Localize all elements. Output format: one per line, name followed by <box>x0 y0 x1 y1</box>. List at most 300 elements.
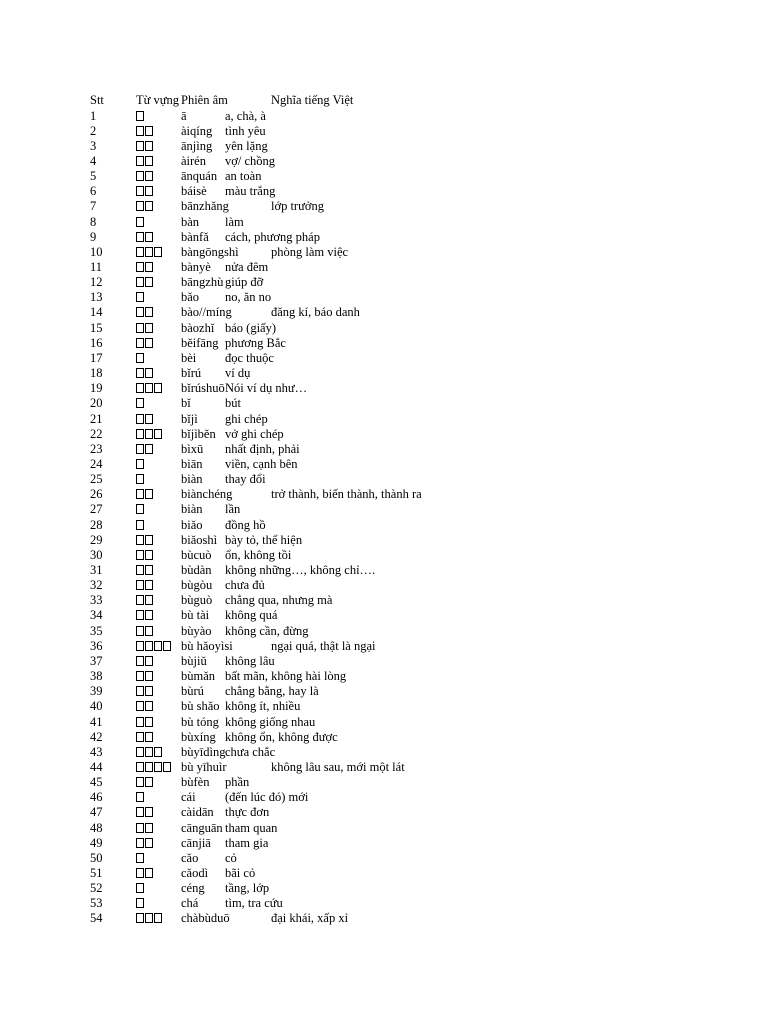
row-meaning: không lâu sau, mới một lát <box>271 759 405 774</box>
row-pinyin: cǎodì <box>181 866 209 880</box>
table-row <box>0 533 768 548</box>
row-stt: 6 <box>90 184 97 199</box>
row-word-glyphs <box>136 154 154 169</box>
table-row <box>0 321 768 336</box>
missing-glyph-box <box>136 474 144 484</box>
row-word-glyphs <box>136 124 154 139</box>
row-word-glyphs <box>136 260 154 275</box>
row-word-glyphs <box>136 457 145 472</box>
row-stt: 30 <box>90 547 103 562</box>
table-row <box>0 336 768 351</box>
row-pinyin: biànchéng <box>181 487 233 502</box>
missing-glyph-box <box>136 883 144 893</box>
missing-glyph-box <box>145 641 153 651</box>
row-meaning: nhất định, phải <box>225 441 300 456</box>
row-pinyin: biǎoshì <box>181 532 218 547</box>
row-stt: 53 <box>90 896 103 911</box>
missing-glyph-box <box>145 201 153 211</box>
missing-glyph-box <box>154 247 162 257</box>
row-stt: 46 <box>90 790 103 805</box>
row-meaning: tình yêu <box>225 123 266 138</box>
row-pinyin: bùrú <box>181 684 204 699</box>
row-meaning: cách, phương pháp <box>225 229 320 244</box>
table-row <box>0 139 768 154</box>
row-meaning: (đến lúc đó) mới <box>225 790 309 805</box>
row-pinyin: cǎo <box>181 850 199 865</box>
row-pinyin: ānjìng <box>181 138 213 153</box>
row-pinyin: cānjiā <box>181 835 211 850</box>
missing-glyph-box <box>154 429 162 439</box>
table-row <box>0 199 768 214</box>
missing-glyph-box <box>145 414 153 424</box>
row-meaning: trở thành, biến thành, thành ra <box>271 487 422 502</box>
row-word-glyphs <box>136 336 154 351</box>
row-stt: 10 <box>90 244 103 259</box>
missing-glyph-box <box>145 186 153 196</box>
table-row <box>0 124 768 139</box>
row-stt: 48 <box>90 820 103 835</box>
table-row <box>0 608 768 623</box>
table-row <box>0 457 768 472</box>
row-stt: 32 <box>90 578 103 593</box>
row-word-glyphs <box>136 412 154 427</box>
row-word-glyphs <box>136 381 163 396</box>
row-meaning: viền, cạnh bên <box>225 456 298 471</box>
row-pinyin: bǐ <box>181 396 191 411</box>
missing-glyph-box <box>145 383 153 393</box>
missing-glyph-box <box>145 535 153 545</box>
header-word: Từ vựng <box>136 93 180 107</box>
table-row <box>0 639 768 654</box>
row-stt: 14 <box>90 305 103 320</box>
row-meaning: chẳng bằng, hay là <box>225 684 319 699</box>
row-word-glyphs <box>136 169 154 184</box>
row-pinyin: báisè <box>181 184 207 199</box>
row-pinyin: běifāng <box>181 335 219 350</box>
table-row <box>0 805 768 820</box>
missing-glyph-box <box>136 792 144 802</box>
row-word-glyphs <box>136 487 154 502</box>
row-pinyin: bùyīdìng <box>181 744 226 759</box>
row-pinyin: bù yīhuìr <box>181 759 227 774</box>
table-row <box>0 563 768 578</box>
missing-glyph-box <box>136 247 144 257</box>
missing-glyph-box <box>136 550 144 560</box>
row-pinyin: bàozhǐ <box>181 320 215 335</box>
table-row <box>0 381 768 396</box>
row-stt: 50 <box>90 850 103 865</box>
missing-glyph-box <box>136 747 144 757</box>
row-word-glyphs <box>136 351 145 366</box>
row-pinyin: bǐrúshuō <box>181 381 225 396</box>
row-word-glyphs <box>136 836 154 851</box>
missing-glyph-box <box>136 338 144 348</box>
missing-glyph-box <box>136 898 144 908</box>
table-row <box>0 821 768 836</box>
row-word-glyphs <box>136 396 145 411</box>
missing-glyph-box <box>136 156 144 166</box>
row-stt: 16 <box>90 335 103 350</box>
table-row <box>0 260 768 275</box>
table-row <box>0 472 768 487</box>
row-meaning: phương Bắc <box>225 335 286 350</box>
row-stt: 39 <box>90 684 103 699</box>
missing-glyph-box <box>145 156 153 166</box>
header-stt: Stt <box>90 93 104 107</box>
row-stt: 35 <box>90 623 103 638</box>
table-row <box>0 790 768 805</box>
row-meaning: nửa đêm <box>225 260 269 274</box>
table-row <box>0 881 768 896</box>
row-meaning: bất mãn, không hài lòng <box>225 669 347 684</box>
row-meaning: đồng hồ <box>225 517 266 532</box>
table-row <box>0 911 768 926</box>
table-row <box>0 624 768 639</box>
row-stt: 24 <box>90 456 103 471</box>
missing-glyph-box <box>145 913 153 923</box>
missing-glyph-box <box>145 247 153 257</box>
missing-glyph-box <box>154 383 162 393</box>
missing-glyph-box <box>136 762 144 772</box>
row-stt: 36 <box>90 638 103 653</box>
missing-glyph-box <box>145 838 153 848</box>
row-word-glyphs <box>136 305 154 320</box>
missing-glyph-box <box>136 686 144 696</box>
missing-glyph-box <box>145 717 153 727</box>
row-word-glyphs <box>136 245 163 260</box>
missing-glyph-box <box>136 201 144 211</box>
row-stt: 40 <box>90 699 103 714</box>
missing-glyph-box <box>136 838 144 848</box>
row-word-glyphs <box>136 624 154 639</box>
missing-glyph-box <box>145 277 153 287</box>
missing-glyph-box <box>136 717 144 727</box>
missing-glyph-box <box>145 307 153 317</box>
row-stt: 49 <box>90 835 103 850</box>
row-stt: 1 <box>90 108 97 123</box>
row-meaning: không quá <box>225 608 278 623</box>
missing-glyph-box <box>145 141 153 151</box>
row-stt: 28 <box>90 517 103 532</box>
row-pinyin: chàbùduō <box>181 911 230 926</box>
row-pinyin: biǎo <box>181 517 203 532</box>
row-pinyin: càidān <box>181 805 214 820</box>
row-pinyin: bǐrú <box>181 366 202 381</box>
missing-glyph-box <box>145 489 153 499</box>
missing-glyph-box <box>145 686 153 696</box>
row-word-glyphs <box>136 639 172 654</box>
missing-glyph-box <box>145 747 153 757</box>
row-meaning: không ổn, không được <box>225 729 338 744</box>
row-pinyin: bùguò <box>181 593 213 608</box>
row-meaning: phần <box>225 775 250 790</box>
missing-glyph-box <box>163 762 171 772</box>
table-row <box>0 230 768 245</box>
row-stt: 9 <box>90 229 97 244</box>
row-pinyin: bùjiǔ <box>181 653 207 668</box>
missing-glyph-box <box>136 323 144 333</box>
missing-glyph-box <box>136 429 144 439</box>
row-meaning: báo (giấy) <box>225 320 277 335</box>
row-meaning: tham quan <box>225 820 278 835</box>
table-row <box>0 412 768 427</box>
missing-glyph-box <box>145 701 153 711</box>
missing-glyph-box <box>136 111 144 121</box>
table-row <box>0 866 768 881</box>
row-meaning: chưa chắc <box>225 744 276 759</box>
table-row <box>0 760 768 775</box>
row-stt: 51 <box>90 866 103 880</box>
missing-glyph-box <box>145 610 153 620</box>
row-word-glyphs <box>136 472 145 487</box>
row-meaning: không giống nhau <box>225 714 316 729</box>
missing-glyph-box <box>136 186 144 196</box>
missing-glyph-box <box>145 777 153 787</box>
row-meaning: giúp đỡ <box>225 275 264 290</box>
row-meaning: tầng, lớp <box>225 881 270 896</box>
missing-glyph-box <box>136 732 144 742</box>
table-row <box>0 851 768 866</box>
table-row <box>0 215 768 230</box>
header-meaning: Nghĩa tiếng Việt <box>271 93 354 107</box>
missing-glyph-box <box>145 338 153 348</box>
row-meaning: yên lặng <box>225 138 268 153</box>
row-word-glyphs <box>136 608 154 623</box>
missing-glyph-box <box>136 565 144 575</box>
missing-glyph-box <box>136 520 144 530</box>
missing-glyph-box <box>136 262 144 272</box>
row-word-glyphs <box>136 230 154 245</box>
missing-glyph-box <box>136 414 144 424</box>
row-pinyin: bìxū <box>181 441 204 456</box>
missing-glyph-box <box>136 171 144 181</box>
missing-glyph-box <box>145 171 153 181</box>
missing-glyph-box <box>145 868 153 878</box>
table-row <box>0 169 768 184</box>
row-word-glyphs <box>136 563 154 578</box>
row-word-glyphs <box>136 215 145 230</box>
row-word-glyphs <box>136 699 154 714</box>
row-pinyin: àirén <box>181 153 206 168</box>
row-word-glyphs <box>136 669 154 684</box>
row-pinyin: bàngōngshì <box>181 244 239 259</box>
row-meaning: thực đơn <box>225 805 270 820</box>
missing-glyph-box <box>145 550 153 560</box>
row-word-glyphs <box>136 790 145 805</box>
missing-glyph-box <box>145 762 153 772</box>
row-stt: 13 <box>90 290 103 305</box>
row-pinyin: bùyào <box>181 623 212 638</box>
row-pinyin: bùxíng <box>181 729 216 744</box>
table-row <box>0 245 768 260</box>
row-stt: 34 <box>90 608 103 623</box>
row-pinyin: bùfèn <box>181 775 210 790</box>
row-meaning: lần <box>225 502 241 517</box>
table-row <box>0 593 768 608</box>
table-row <box>0 578 768 593</box>
row-stt: 45 <box>90 775 103 790</box>
row-stt: 29 <box>90 532 103 547</box>
missing-glyph-box <box>154 762 162 772</box>
missing-glyph-box <box>136 141 144 151</box>
table-row <box>0 654 768 669</box>
row-pinyin: bàn <box>181 214 200 229</box>
row-pinyin: cái <box>181 790 196 805</box>
row-stt: 44 <box>90 759 103 774</box>
row-stt: 23 <box>90 441 103 456</box>
missing-glyph-box <box>136 398 144 408</box>
missing-glyph-box <box>163 641 171 651</box>
row-pinyin: bǐjì <box>181 411 198 426</box>
missing-glyph-box <box>136 277 144 287</box>
missing-glyph-box <box>136 504 144 514</box>
table-row <box>0 548 768 563</box>
row-pinyin: àiqíng <box>181 123 213 138</box>
missing-glyph-box <box>136 868 144 878</box>
row-meaning: đọc thuộc <box>225 350 274 365</box>
row-stt: 33 <box>90 593 103 608</box>
missing-glyph-box <box>136 368 144 378</box>
row-pinyin: bù hǎoyìsi <box>181 638 233 653</box>
row-word-glyphs <box>136 548 154 563</box>
table-row <box>0 154 768 169</box>
row-meaning: a, chà, à <box>225 108 266 123</box>
row-meaning: không những…, không chỉ…. <box>225 563 376 577</box>
table-row <box>0 699 768 714</box>
row-stt: 7 <box>90 199 97 214</box>
row-stt: 27 <box>90 502 103 517</box>
table-row <box>0 290 768 305</box>
row-stt: 52 <box>90 881 103 896</box>
row-word-glyphs <box>136 109 145 124</box>
missing-glyph-box <box>136 307 144 317</box>
row-word-glyphs <box>136 654 154 669</box>
row-word-glyphs <box>136 199 154 214</box>
row-word-glyphs <box>136 275 154 290</box>
row-meaning: không ít, nhiều <box>225 699 301 714</box>
missing-glyph-box <box>145 565 153 575</box>
row-meaning: bãi cỏ <box>225 866 256 880</box>
row-meaning: vợ/ chồng <box>225 153 276 168</box>
row-meaning: chẳng qua, nhưng mà <box>225 593 333 608</box>
missing-glyph-box <box>145 232 153 242</box>
row-meaning: ngại quá, thật là ngại <box>271 638 376 653</box>
missing-glyph-box <box>145 580 153 590</box>
row-stt: 4 <box>90 153 97 168</box>
missing-glyph-box <box>145 262 153 272</box>
row-stt: 42 <box>90 729 103 744</box>
table-row <box>0 351 768 366</box>
missing-glyph-box <box>136 580 144 590</box>
missing-glyph-box <box>136 701 144 711</box>
missing-glyph-box <box>136 777 144 787</box>
row-stt: 47 <box>90 805 103 820</box>
row-pinyin: bùmǎn <box>181 669 216 684</box>
row-stt: 41 <box>90 714 103 729</box>
row-word-glyphs <box>136 881 145 896</box>
row-meaning: tham gia <box>225 835 269 850</box>
missing-glyph-box <box>145 807 153 817</box>
row-meaning: vở ghi chép <box>225 426 284 441</box>
row-word-glyphs <box>136 290 145 305</box>
row-word-glyphs <box>136 805 154 820</box>
row-pinyin: bù tóng <box>181 714 219 729</box>
missing-glyph-box <box>136 232 144 242</box>
missing-glyph-box <box>145 732 153 742</box>
row-word-glyphs <box>136 821 154 836</box>
row-word-glyphs <box>136 730 154 745</box>
table-row <box>0 184 768 199</box>
row-word-glyphs <box>136 684 154 699</box>
row-meaning: đại khái, xấp xỉ <box>271 911 349 926</box>
missing-glyph-box <box>145 323 153 333</box>
missing-glyph-box <box>145 126 153 136</box>
table-row <box>0 396 768 411</box>
row-stt: 11 <box>90 260 103 274</box>
row-stt: 2 <box>90 123 97 138</box>
table-row <box>0 836 768 851</box>
missing-glyph-box <box>145 368 153 378</box>
row-word-glyphs <box>136 851 145 866</box>
row-word-glyphs <box>136 866 154 881</box>
row-meaning: no, ăn no <box>225 290 272 305</box>
table-row <box>0 715 768 730</box>
row-meaning: đăng kí, báo danh <box>271 305 360 320</box>
missing-glyph-box <box>136 444 144 454</box>
table-row <box>0 305 768 320</box>
row-meaning: cỏ <box>225 850 237 865</box>
table-row <box>0 775 768 790</box>
row-word-glyphs <box>136 502 145 517</box>
table-row <box>0 427 768 442</box>
row-meaning: Nói ví dụ như… <box>225 381 308 396</box>
row-stt: 26 <box>90 487 103 502</box>
row-word-glyphs <box>136 760 172 775</box>
row-stt: 8 <box>90 214 97 229</box>
row-pinyin: biān <box>181 456 203 471</box>
row-pinyin: bùdàn <box>181 563 212 577</box>
row-stt: 31 <box>90 563 103 577</box>
table-row <box>0 366 768 381</box>
table-row <box>0 745 768 760</box>
row-word-glyphs <box>136 911 163 926</box>
row-word-glyphs <box>136 593 154 608</box>
missing-glyph-box <box>136 353 144 363</box>
row-pinyin: biàn <box>181 502 203 517</box>
row-stt: 18 <box>90 366 103 381</box>
table-row <box>0 109 768 124</box>
row-word-glyphs <box>136 366 154 381</box>
table-row <box>0 502 768 517</box>
row-stt: 43 <box>90 744 103 759</box>
missing-glyph-box <box>136 535 144 545</box>
row-meaning: bút <box>225 396 241 411</box>
missing-glyph-box <box>154 747 162 757</box>
row-pinyin: chá <box>181 896 199 911</box>
row-pinyin: cānguān <box>181 820 223 835</box>
table-header <box>0 93 768 108</box>
table-row <box>0 896 768 911</box>
missing-glyph-box <box>136 489 144 499</box>
row-meaning: phòng làm việc <box>271 244 349 259</box>
missing-glyph-box <box>136 913 144 923</box>
table-row <box>0 669 768 684</box>
row-pinyin: bāngzhù <box>181 275 224 290</box>
row-pinyin: bùcuò <box>181 547 212 562</box>
missing-glyph-box <box>136 383 144 393</box>
missing-glyph-box <box>154 913 162 923</box>
row-stt: 3 <box>90 138 97 153</box>
